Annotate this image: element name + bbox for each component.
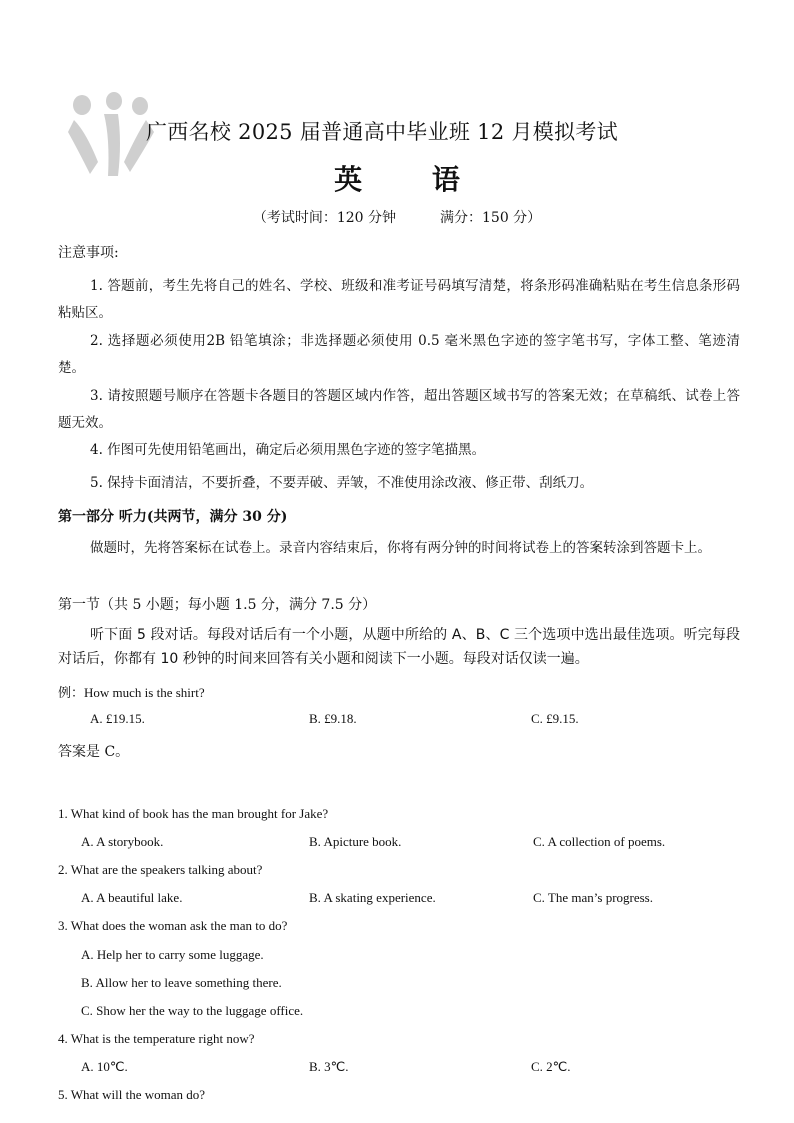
question-3-option-a: A. Help her to carry some luggage. [81,947,264,962]
question-1-option-b: B. Apicture book. [309,834,402,849]
example-question: 例：How much is the shirt? [58,685,205,700]
exam-title: 广西名校 2025 届普通高中毕业班 12 月模拟考试 [146,120,618,144]
full-marks: 满分：150 分） [440,210,542,226]
part1-heading: 第一部分 听力(共两节，满分 30 分) [58,509,288,525]
part1-intro: 做题时，先将答案标在试卷上。录音内容结束后，你将有两分钟的时间将试卷上的答案转涂到答题卡上。 [90,540,711,556]
question-1-option-a: A. A storybook. [81,834,164,849]
question-3-option-b: B. Allow her to leave something there. [81,975,282,990]
section1-intro: 听下面 5 段对话。每段对话后有一个小题，从题中所给的 A、B、C 三个选项中选出最佳选项。听完每段对话后，你都有 10 秒钟的时间来回答有关小题和阅读下一小题。每段对话仅读一遍。 [58,627,740,667]
question-5: 5. What will the woman do? [58,1087,206,1102]
note-item-4: 4. 作图可先使用铅笔画出，确定后必须用黑色字迹的签字笔描黑。 [90,442,486,458]
example-answer: 答案是 C。 [58,744,130,760]
question-4-option-a: A. 10℃. [81,1059,128,1074]
question-4-option-c: C. 2℃. [531,1059,571,1074]
note-item-2: 2. 选择题必须使用2B 铅笔填涂；非选择题必须使用 0.5 毫米黑色字迹的签字笔书写，字体工整、笔迹清楚。 [58,333,740,376]
example-option-b: B. £9.18. [309,711,357,726]
question-3-option-c: C. Show her the way to the luggage office. [81,1003,304,1018]
question-4-option-b: B. 3℃. [309,1059,349,1074]
exam-time: （考试时间：120 分钟 [252,210,396,226]
question-2: 2. What are the speakers talking about? [58,862,263,877]
question-2-option-b: B. A skating experience. [309,890,436,905]
example-option-a: A. £19.15. [90,711,145,726]
note-item-1: 1. 答题前，考生先将自己的姓名、学校、班级和准考证号码填写清楚，将条形码准确粘贴在考生信息条形码粘贴区。 [58,278,740,321]
note-item-5: 5. 保持卡面清洁，不要折叠，不要弄破、弄皱，不准使用涂改液、修正带、刮纸刀。 [90,475,594,491]
question-2-option-c: C. The man’s progress. [533,890,653,905]
question-4: 4. What is the temperature right now? [58,1031,255,1046]
question-1-option-c: C. A collection of poems. [533,834,666,849]
note-item-3: 3. 请按照题号顺序在答题卡各题目的答题区域内作答，超出答题区域书写的答案无效；在草稿纸、试卷上答题无效。 [58,388,740,431]
notes-heading: 注意事项: [58,245,119,261]
exam-info [0,207,794,227]
subject-title: 英 语 [334,163,490,196]
question-3: 3. What does the woman ask the man to do? [58,918,288,933]
section1-heading: 第一节（共 5 小题；每小题 1.5 分，满分 7.5 分） [58,597,377,613]
question-1: 1. What kind of book has the man brought for Jake? [58,806,329,821]
example-option-c: C. £9.15. [531,711,579,726]
question-2-option-a: A. A beautiful lake. [81,890,183,905]
